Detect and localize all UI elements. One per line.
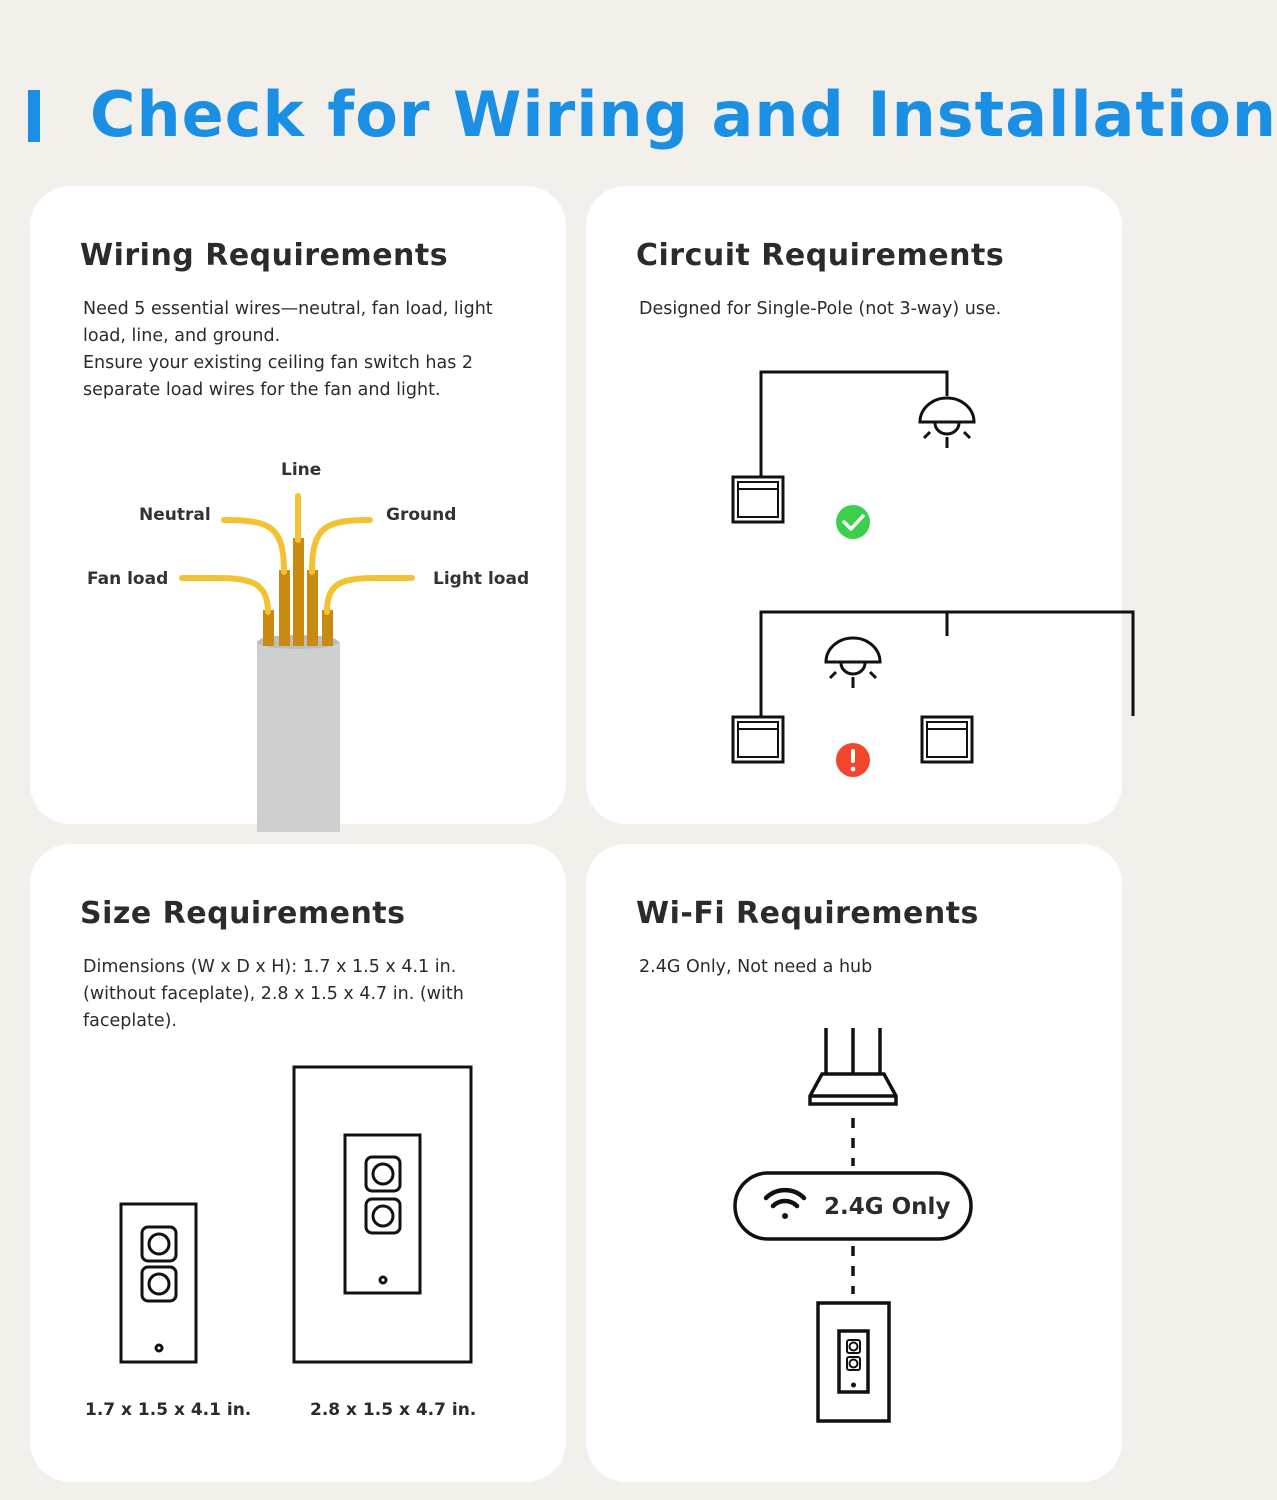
page-title: Check for Wiring and Installation	[90, 78, 1277, 151]
switch-icon	[818, 1303, 889, 1421]
faceplate-outline	[294, 1067, 471, 1362]
label-neutral: Neutral	[139, 505, 211, 525]
label-line: Line	[281, 460, 322, 480]
wire-stem-light	[322, 610, 333, 646]
wifi-description	[639, 954, 1079, 981]
size-heading: Size Requirements	[80, 896, 406, 931]
small-switch-button-1	[142, 1227, 176, 1261]
large-size-label: 2.8 x 1.5 x 4.7 in.	[310, 1400, 477, 1420]
wiring-requirements-card	[30, 186, 566, 824]
wire-stem-neutral	[279, 570, 290, 646]
label-ground: Ground	[386, 505, 457, 525]
wifi-icon	[766, 1190, 804, 1219]
circuit-heading: Circuit Requirements	[636, 238, 1005, 273]
wire-stem-ground	[307, 570, 318, 646]
small-switch-button-2	[142, 1267, 176, 1301]
exclamation-circle-icon	[836, 743, 870, 777]
large-switch-led	[380, 1277, 386, 1283]
wiring-desc-line-2: Ensure your existing ceiling fan switch has 2 separate load wires for the fan and light.	[83, 353, 474, 400]
wifi-illustration	[586, 844, 1122, 1482]
wire-light-load	[327, 578, 412, 612]
wifi-heading: Wi-Fi Requirements	[636, 896, 979, 931]
wifi-badge-text: 2.4G Only	[824, 1194, 951, 1220]
wifi-desc-text: 2.4G Only, Not need a hub	[639, 957, 873, 977]
wifi-requirements-card	[586, 844, 1122, 1482]
switch-icon	[733, 717, 783, 762]
circuit-desc-text: Designed for Single-Pole (not 3-way) use.	[639, 299, 1002, 319]
wire-bundle-illustration	[30, 186, 566, 824]
router-icon	[810, 1028, 896, 1104]
small-switch-led	[156, 1345, 162, 1351]
wire-stem-fan	[263, 610, 274, 646]
wire-ground	[312, 520, 370, 572]
circuit-requirements-card	[586, 186, 1122, 824]
circuit-description	[639, 296, 1079, 323]
wire-fan-load	[182, 578, 268, 612]
bulb-icon	[826, 638, 880, 688]
size-illustration	[30, 844, 566, 1482]
wire-neutral	[224, 520, 284, 572]
size-description	[83, 954, 523, 1035]
wiring-description	[83, 296, 523, 404]
label-light-load: Light load	[433, 569, 530, 589]
wiring-desc-line-1: Need 5 essential wires—neutral, fan load, light load, line, and ground.	[83, 299, 493, 346]
title-accent-bar	[28, 90, 40, 142]
label-fan-load: Fan load	[87, 569, 169, 589]
small-size-label: 1.7 x 1.5 x 4.1 in.	[85, 1400, 252, 1420]
wire-stem-line	[293, 538, 304, 646]
wiring-heading: Wiring Requirements	[80, 238, 449, 273]
large-switch-button-1	[366, 1157, 400, 1191]
size-desc-text: Dimensions (W x D x H): 1.7 x 1.5 x 4.1 in. (without faceplate), 2.8 x 1.5 x 4.7 in. (with faceplate).	[83, 957, 464, 1031]
cable-sheath	[257, 642, 340, 832]
switch-icon	[922, 717, 972, 762]
large-switch-outline	[345, 1135, 420, 1293]
size-requirements-card	[30, 844, 566, 1482]
large-switch-button-2	[366, 1199, 400, 1233]
three-way-diagram-visible	[586, 186, 1122, 824]
